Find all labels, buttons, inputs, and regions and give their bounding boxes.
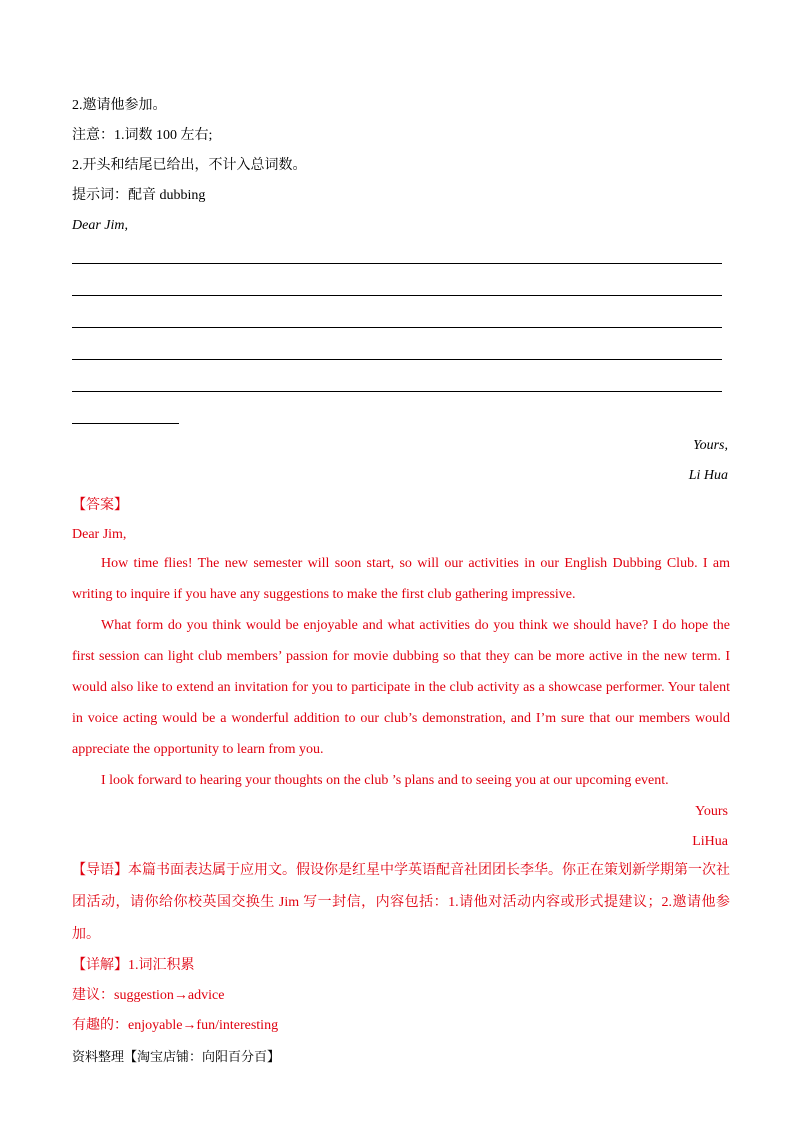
task-salutation: Dear Jim, [72, 218, 128, 233]
answer-closing: Yours [695, 804, 728, 819]
detail-heading: 【详解】1.词汇积累 [72, 958, 195, 973]
writing-line [72, 391, 722, 392]
answer-body [72, 548, 730, 796]
answer-heading: 【答案】 [72, 498, 128, 513]
vocab-item: 有趣的：enjoyable→fun/interesting [72, 1018, 279, 1033]
answer-paragraph: I look forward to hearing your thoughts on the club ’s plans and to seeing you at our upcoming event. [101, 773, 669, 788]
task-note-2: 2.开头和结尾已给出，不计入总词数。 [72, 158, 307, 173]
vocab-item: 建议：suggestion→advice [72, 988, 225, 1003]
task-hint: 提示词：配音 dubbing [72, 188, 206, 203]
answer-signature: LiHua [692, 834, 728, 849]
writing-line [72, 295, 722, 296]
writing-line [72, 359, 722, 360]
task-closing: Yours, [693, 438, 728, 453]
footer-note: 资料整理【淘宝店铺：向阳百分百】 [72, 1050, 281, 1065]
task-item-2: 2.邀请他参加。 [72, 98, 167, 113]
writing-line [72, 327, 722, 328]
answer-paragraph: How time flies! The new semester will soon start, so will our activities in our English Dubbing Club. I am writing to inquire if you have any suggestions to make the first club gathering impressive. [72, 556, 730, 602]
writing-line [72, 263, 722, 264]
guide-text: 【导语】本篇书面表达属于应用文。假设你是红星中学英语配音社团团长李华。你正在策划新学期第一次社团活动，请你给你校英国交换生 Jim 写一封信，内容包括：1.请他对活动内容或形式提建议；2.邀请他参加。 [72, 863, 730, 942]
answer-paragraph: What form do you think would be enjoyable and what activities do you think we should have? I do hope the first session can light club members’ passion for movie dubbing so that they can be more active in the new term. I would also like to extend an invitation for you to participate in the club activity as a showcase performer. Your talent in voice acting would be a wonderful addition to our club’s demonstration, and I’m sure that our members would appreciate the opportunity to learn from you. [72, 618, 730, 757]
answer-salutation: Dear Jim, [72, 527, 127, 542]
task-signature: Li Hua [688, 468, 728, 483]
writing-line-short [72, 423, 179, 424]
task-note: 注意：1.词数 100 左右; [72, 128, 213, 143]
